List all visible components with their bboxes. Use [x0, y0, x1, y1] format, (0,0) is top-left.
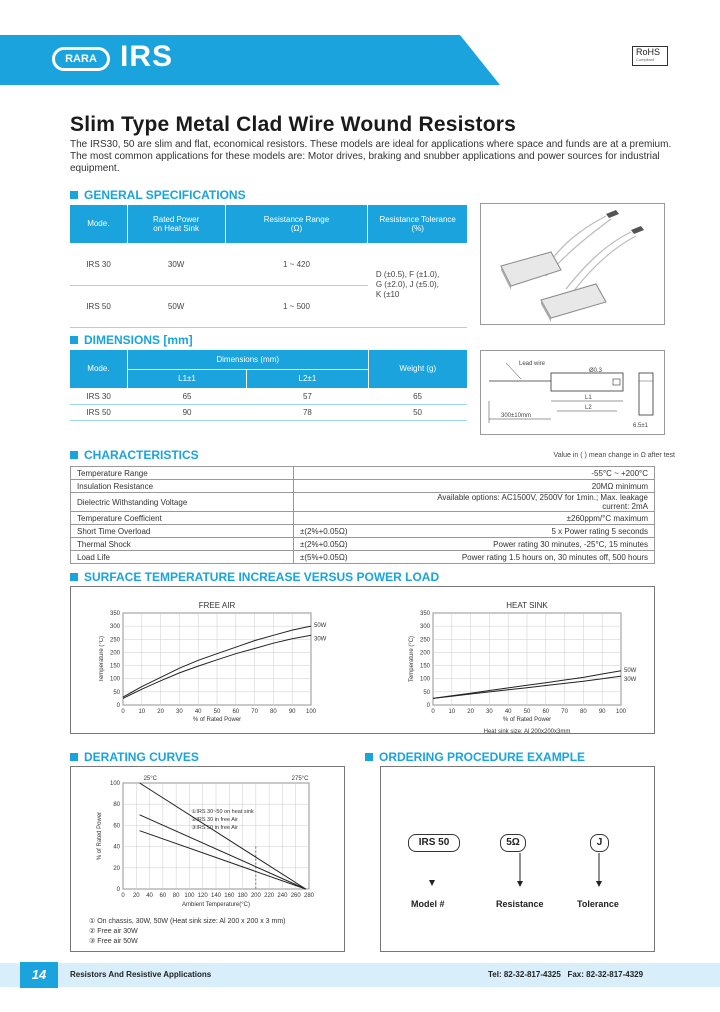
series-label: ①IRS 30~50 on heat sink [191, 809, 254, 815]
table-cell: 65 [127, 388, 246, 404]
general-heading-text: GENERAL SPECIFICATIONS [84, 188, 246, 202]
x-axis-label: % of Rated Power [192, 717, 242, 723]
table-cell: 50 [368, 404, 467, 420]
product-photo [480, 203, 665, 325]
dimension-drawing [480, 350, 665, 435]
char-change [294, 493, 427, 512]
x-tick-label: 20 [157, 709, 164, 715]
series-line [140, 783, 306, 889]
lead-length-label: 300±10mm [501, 413, 531, 419]
y-tick-label: 0 [116, 887, 120, 893]
heat-sink-note: Heat sink size: Al 200x200x3mm [483, 729, 571, 733]
dimensions-heading [70, 333, 193, 347]
x-tick-label: 40 [194, 709, 202, 715]
char-condition: Power rating 1.5 hours on, 30 minutes off, 500 hours [426, 551, 655, 564]
char-change: ±(5%+0.05Ω) [294, 551, 427, 564]
ordering-heading-text: ORDERING PROCEDURE EXAMPLE [379, 750, 586, 764]
lead-wire-label: Lead wire [519, 361, 546, 367]
heat-sink-chart [393, 593, 653, 733]
tolerance-cell [368, 243, 467, 327]
series-label: 50W [624, 667, 637, 674]
col-header: Weight (g) [368, 350, 467, 388]
char-name: Temperature Range [71, 467, 294, 480]
footer-tel: Tel: 82-32-817-4325 [488, 970, 561, 979]
x-tick-label: 0 [431, 709, 435, 715]
char-condition: -55°C ~ +200°C [426, 467, 655, 480]
char-name: Load Life [71, 551, 294, 564]
x-tick-label: 120 [197, 893, 208, 899]
derating-note: ① On chassis, 30W, 50W (Heat sink size: Al 200 x 200 x 3 mm) [89, 918, 286, 925]
x-axis-label: Ambient Temperature(°C) [182, 902, 250, 908]
char-change [294, 480, 427, 493]
table-row [71, 480, 655, 493]
char-condition: 5 x Power rating 5 seconds [426, 525, 655, 538]
x-tick-label: 140 [210, 893, 222, 899]
characteristics-heading [70, 448, 199, 462]
col-header: L2±1 [247, 369, 368, 388]
x-tick-label: 160 [224, 893, 235, 899]
x-tick-label: 30 [176, 709, 183, 715]
table-cell: IRS 30 [70, 388, 127, 404]
derating-note: ③ Free air 50W [89, 938, 138, 945]
top-label: 25°C [143, 776, 158, 782]
y-tick-label: 150 [419, 663, 430, 670]
x-tick-label: 100 [305, 709, 317, 715]
table-row [71, 538, 655, 551]
y-tick-label: 100 [419, 676, 430, 683]
x-tick-label: 60 [232, 709, 240, 715]
char-change: ±(2%+0.05Ω) [294, 525, 427, 538]
thickness-label: Ø0.3 [589, 368, 603, 374]
x-tick-label: 260 [290, 893, 301, 899]
y-tick-label: 150 [109, 663, 120, 670]
intro-text: The IRS30, 50 are slim and flat, economical resistors. These models are ideal for applications where space and funds are at a premium. The most common applications for these models are: Motor drives, braking and snubber applications and power sources for industrial equipment. [70, 139, 672, 174]
general-heading [70, 188, 246, 202]
x-tick-label: 60 [159, 893, 167, 899]
char-condition: 20MΩ minimum [426, 480, 655, 493]
series-label: ②IRS 30 in free Air [191, 817, 238, 823]
x-tick-label: 20 [467, 709, 474, 715]
surface-heading [70, 570, 439, 584]
x-tick-label: 40 [146, 893, 153, 899]
x-tick-label: 100 [184, 893, 195, 899]
series-label: 50W [314, 623, 327, 630]
rohs-sub: Compliant [636, 57, 655, 62]
y-tick-label: 200 [109, 650, 120, 657]
table-cell: IRS 50 [70, 285, 127, 327]
col-header: Dimensions (mm) [127, 350, 368, 369]
dimension-drawing-svg [481, 351, 664, 434]
footer-title: Resistors And Resistive Applications [70, 970, 212, 979]
x-tick-label: 0 [121, 893, 125, 899]
table-cell: 57 [247, 388, 368, 404]
col-header: Resistance Range (Ω) [225, 205, 368, 243]
section-bullet-icon [365, 753, 373, 761]
char-name: Thermal Shock [71, 538, 294, 551]
tolerance-label: Tolerance [577, 899, 619, 909]
y-tick-label: 100 [109, 676, 120, 683]
y-tick-label: 100 [109, 781, 120, 787]
characteristics-table [70, 466, 655, 564]
x-tick-label: 10 [138, 709, 146, 715]
dimensions-heading-text: DIMENSIONS [mm] [84, 333, 193, 347]
tolerance-line: G (±2.0), J (±5.0), [375, 280, 439, 289]
y-tick-label: 250 [419, 637, 430, 644]
x-tick-label: 0 [121, 709, 125, 715]
x-tick-label: 80 [172, 893, 180, 899]
series-name: IRS [120, 40, 174, 73]
x-tick-label: 200 [250, 893, 261, 899]
ordering-heading [365, 750, 585, 764]
table-row [71, 525, 655, 538]
page-number: 14 [20, 962, 58, 988]
col-header: Mode. [70, 350, 127, 388]
footer-contact [488, 970, 643, 979]
tolerance-line: D (±0.5), F (±1.0), [375, 270, 440, 279]
y-tick-label: 60 [113, 823, 120, 830]
table-cell: 90 [127, 404, 246, 420]
series-line [140, 831, 306, 889]
derating-chart-box [70, 766, 345, 952]
dimensions-table [70, 350, 467, 421]
header-notch [460, 35, 720, 85]
y-axis-label: Temperature (°C) [99, 635, 105, 683]
derating-heading-text: DERATING CURVES [84, 750, 199, 764]
section-bullet-icon [70, 336, 78, 344]
x-tick-label: 180 [237, 893, 248, 899]
table-cell: 65 [368, 388, 467, 404]
derating-notes [89, 917, 286, 947]
table-cell: 30W [127, 243, 225, 285]
series-label: 30W [624, 677, 637, 684]
surface-chart-box [70, 586, 655, 734]
char-name: Insulation Resistance [71, 480, 294, 493]
y-tick-label: 0 [116, 703, 120, 709]
rohs-label: RoHS [636, 47, 661, 57]
ordering-box [380, 766, 655, 952]
tolerance-arrow-icon [596, 881, 602, 887]
char-condition: ±260ppm/°C maximum [426, 512, 655, 525]
chart-title: HEAT SINK [506, 601, 548, 610]
x-tick-label: 40 [504, 709, 512, 715]
y-tick-label: 20 [113, 865, 120, 872]
y-tick-label: 50 [423, 689, 430, 696]
y-tick-label: 200 [419, 650, 430, 657]
char-change [294, 512, 427, 525]
x-tick-label: 70 [561, 709, 568, 715]
x-tick-label: 280 [303, 893, 315, 899]
x-tick-label: 80 [580, 709, 587, 715]
footer-fax: Fax: 82-32-817-4329 [567, 970, 644, 979]
model-code-box: IRS 50 [408, 834, 460, 852]
characteristics-note: Value in ( ) mean change in Ω after test [553, 452, 675, 459]
col-header: Mode. [70, 205, 127, 243]
page-title: Slim Type Metal Clad Wire Wound Resistors [70, 113, 516, 136]
table-row [71, 467, 655, 480]
table-cell: IRS 30 [70, 243, 127, 285]
surface-heading-text: SURFACE TEMPERATURE INCREASE VERSUS POWER LOAD [84, 570, 440, 584]
col-header: L1±1 [127, 369, 246, 388]
char-name: Temperature Coefficient [71, 512, 294, 525]
section-bullet-icon [70, 451, 78, 459]
x-tick-label: 60 [542, 709, 550, 715]
ordering-arrows [381, 767, 654, 951]
model-arrow-icon [429, 880, 435, 886]
x-tick-label: 100 [615, 709, 627, 715]
y-tick-label: 80 [113, 802, 120, 809]
section-bullet-icon [70, 753, 78, 761]
derating-heading [70, 750, 199, 764]
y-axis-label: Temperature (°C) [409, 635, 415, 683]
char-change: ±(2%+0.05Ω) [294, 538, 427, 551]
table-row [71, 512, 655, 525]
y-tick-label: 50 [113, 689, 120, 696]
x-tick-label: 80 [270, 709, 277, 715]
resistor-image [481, 204, 664, 324]
char-name: Dielectric Withstanding Voltage [71, 493, 294, 512]
resistance-label: Resistance [496, 899, 544, 909]
free-air-chart [99, 593, 369, 733]
general-table [70, 205, 467, 328]
x-axis-label: % of Rated Power [502, 717, 552, 723]
resistance-arrow-icon [517, 881, 523, 887]
x-tick-label: 220 [264, 893, 275, 899]
y-tick-label: 250 [109, 637, 120, 644]
y-tick-label: 350 [419, 611, 430, 617]
y-tick-label: 40 [113, 844, 120, 851]
x-tick-label: 90 [598, 709, 606, 715]
series-label: 30W [314, 636, 327, 643]
char-name: Short Time Overload [71, 525, 294, 538]
table-cell: 50W [127, 285, 225, 327]
char-condition: Power rating 30 minutes, -25°C, 15 minutes [426, 538, 655, 551]
model-label: Model # [411, 899, 445, 909]
end-size-label: 6.5±1 [633, 423, 648, 429]
table-cell: IRS 50 [70, 404, 127, 420]
rohs-badge [632, 46, 668, 66]
y-tick-label: 300 [419, 624, 430, 631]
derating-chart [79, 771, 341, 911]
derating-note: ② Free air 30W [89, 928, 138, 935]
table-row [71, 493, 655, 512]
l1-label: L1 [585, 395, 592, 401]
x-tick-label: 240 [277, 893, 288, 899]
x-tick-label: 10 [448, 709, 456, 715]
characteristics-heading-text: CHARACTERISTICS [84, 448, 199, 462]
tolerance-line: K (±10 [375, 290, 400, 299]
x-tick-label: 70 [251, 709, 258, 715]
x-tick-label: 50 [213, 709, 221, 715]
y-axis-label: % of Rated Power [97, 811, 103, 861]
chart-title: FREE AIR [198, 601, 236, 610]
section-bullet-icon [70, 573, 78, 581]
table-cell: 1 ~ 420 [225, 243, 368, 285]
x-tick-label: 50 [523, 709, 531, 715]
x-tick-label: 20 [132, 893, 140, 899]
l2-label: L2 [585, 405, 592, 411]
char-change [294, 467, 427, 480]
y-tick-label: 0 [426, 703, 430, 709]
top-label: 275°C [291, 776, 309, 782]
series-label: ③IRS 50 in free Air [191, 825, 238, 831]
table-cell: 1 ~ 500 [225, 285, 368, 327]
col-header: Resistance Tolerance (%) [368, 205, 467, 243]
y-tick-label: 300 [109, 624, 120, 631]
x-tick-label: 30 [486, 709, 493, 715]
y-tick-label: 350 [109, 611, 120, 617]
resistance-code-box: 5Ω [500, 834, 526, 852]
table-cell: 78 [247, 404, 368, 420]
col-header: Rated Power on Heat Sink [127, 205, 225, 243]
table-row [71, 551, 655, 564]
section-bullet-icon [70, 191, 78, 199]
company-logo: RARA [52, 47, 110, 71]
tolerance-code-box: J [590, 834, 609, 852]
x-tick-label: 90 [288, 709, 296, 715]
char-condition: Available options: AC1500V, 2500V for 1min.; Max. leakage current: 2mA [426, 493, 655, 512]
